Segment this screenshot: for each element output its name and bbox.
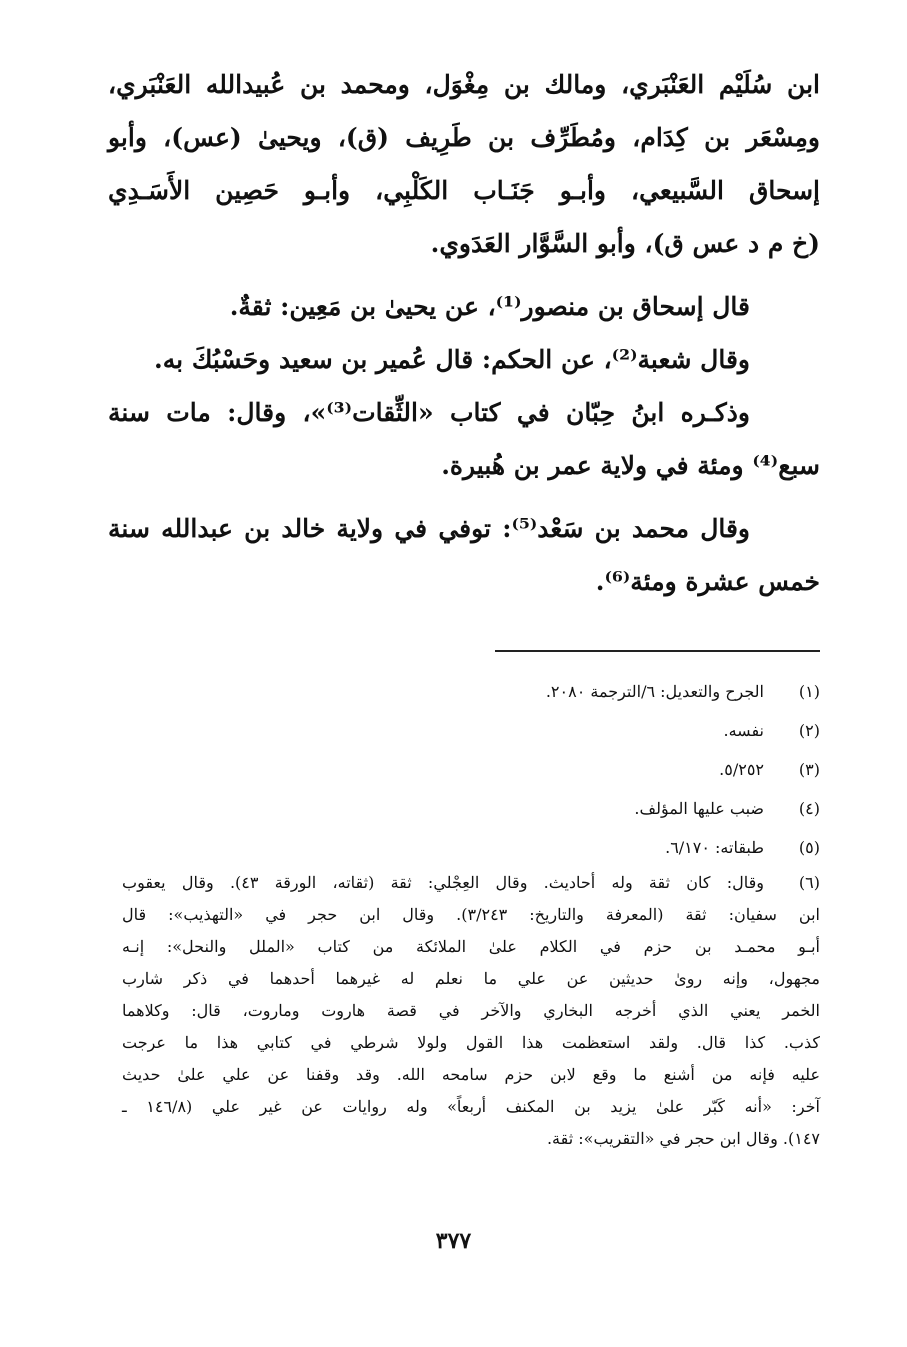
footnote-item-long [122, 867, 820, 1155]
footnote-text: الجرح والتعديل: ٦/الترجمة ٢٠٨٠. [545, 682, 764, 701]
footnote-number: (٢) [798, 721, 820, 740]
footnote-text: طبقاته: ٦/١٧٠. [665, 838, 764, 857]
footnote-item [122, 789, 820, 828]
footnote-item [122, 672, 820, 711]
main-line: وقال شعبة⁽²⁾، عن الحكم: قال عُمير بن سعيد وحَسْبُكَ به. [154, 345, 750, 374]
footnote-line: وقال: كان ثقة وله أحاديث. وقال العِجْلي: ثقة (ثقاته، الورقة ٤٣). وقال يعقوب [122, 873, 765, 892]
main-line: ابن سُلَيْم العَنْبَري، ومالك بن مِغْوَل، ومحمد بن عُبيدالله العَنْبَري، [108, 70, 820, 99]
footnote-text: ضبب عليها المؤلف. [634, 799, 764, 818]
footnote-item [122, 828, 820, 867]
footnote-line: كذب. كذا قال. ولقد استعظمت هذا القول ولولا شرطي في كتابي هذا ما عرجت [122, 1033, 820, 1052]
footnote-line: عليه فإنه من أشنع ما وقع لابن حزم سامحه الله. وقد وقفنا عن علي علىٰ حديث [122, 1065, 820, 1084]
footnote-number: (١) [798, 682, 820, 701]
footnote-number: (٦) [798, 873, 820, 892]
footnote-item [122, 750, 820, 789]
footnote-line: أبـو محمـد بن حزم في الكلام علىٰ الملائكة من كتاب «الملل والنحل»: إنـه [122, 937, 820, 956]
main-line: خمس عشرة ومئة⁽⁶⁾. [595, 567, 820, 596]
footnote-line: الخمر يعني الذي أخرجه البخاري والآخر في قصة هاروت وماروت، قال: وكلاهما [122, 1001, 820, 1020]
footnote-number: (٥) [798, 838, 820, 857]
footnote-line: ابن سفيان: ثقة (المعرفة والتاريخ: ٣/٢٤٣). وقال ابن حجر في «التهذيب»: قال [122, 905, 820, 924]
footnote-number: (٣) [798, 760, 820, 779]
footnote-line: ١٤٧). وقال ابن حجر في «التقريب»: ثقة. [546, 1129, 820, 1148]
page-number: ٣٧٧ [435, 1228, 472, 1254]
main-line: إسحاق السَّبيعي، وأبـو جَنَـاب الكَلْبِي، وأبـو حَصِين الأَسَـدِي [108, 176, 820, 205]
main-line: (خ م د عس ق)، وأبو السَّوَّار العَدَوي. [430, 229, 820, 258]
footnote-line: آخر: «أنه كَبّر علىٰ يزيد بن المكنف أربعاً» وله روايات عن غير علي (١٤٦/٨ ـ [122, 1097, 820, 1116]
footnote-text: ٥/٢٥٢. [719, 760, 764, 779]
main-text [108, 58, 820, 608]
main-line: سبع⁽⁴⁾ ومئة في ولاية عمر بن هُبيرة. [441, 451, 820, 480]
main-line: وذكـره ابنُ حِبّان في كتاب «الثِّقات⁽³⁾»، وقال: مات سنة [108, 398, 750, 427]
main-line: وقال محمد بن سَعْد⁽⁵⁾: توفي في ولاية خالد بن عبدالله سنة [108, 514, 751, 543]
footnote-item [122, 711, 820, 750]
footnotes [122, 672, 820, 1155]
main-line: قال إسحاق بن منصور⁽¹⁾، عن يحيىٰ بن مَعِين: ثقةٌ. [229, 292, 750, 321]
footnote-text: نفسه. [723, 721, 764, 740]
main-line: ومِسْعَر بن كِدَام، ومُطَرِّف بن طَرِيف (ق)، ويحيىٰ (عس)، وأبو [108, 123, 820, 152]
footnote-number: (٤) [798, 799, 820, 818]
footnote-separator [495, 650, 820, 652]
footnote-line: مجهول، وإنه روىٰ حديثين عن علي ما نعلم له غيرهما أحدهما في ذكر شارب [122, 969, 820, 988]
